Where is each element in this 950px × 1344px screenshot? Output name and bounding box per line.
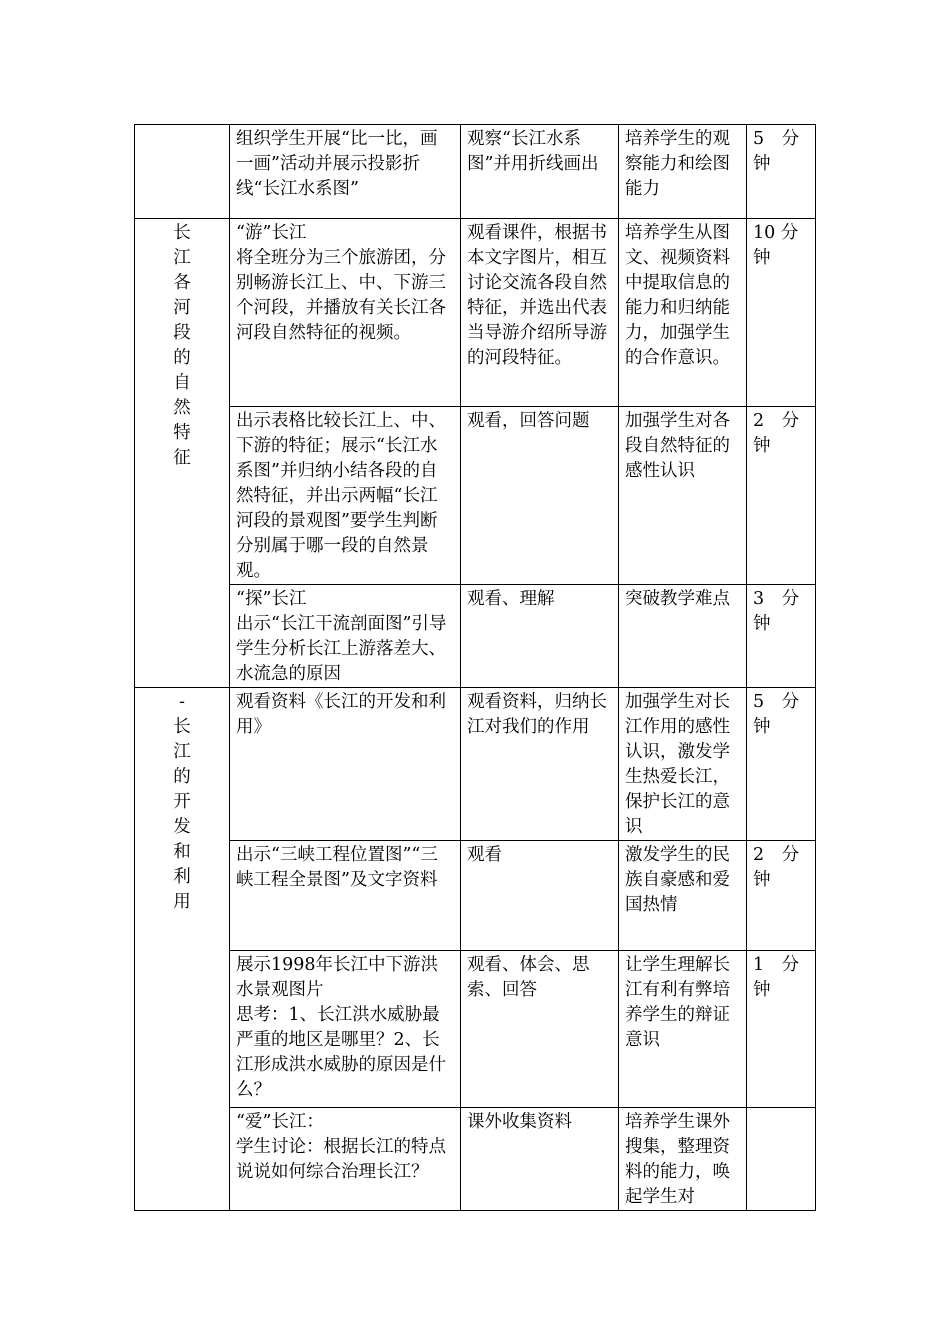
activity-cell: “游”长江 将全班分为三个旅游团，分别畅游长江上、中、下游三个河段，并播放有关长江各河段自然特征的视频。 — [230, 219, 461, 407]
student-activity-cell: 观看，回答问题 — [461, 407, 619, 585]
section-cell-development — [135, 688, 230, 1211]
time-cell: 5 分钟 — [747, 688, 816, 841]
activity-cell: 出示表格比较长江上、中、下游的特征；展示“长江水系图”并归纳小结各段的自然特征，并出示两幅“长江河段的景观图”要学生判断分别属于哪一段的自然景观。 — [230, 407, 461, 585]
time-cell: 3 分钟 — [747, 585, 816, 688]
time-cell: 10 分钟 — [747, 219, 816, 407]
time-cell: 2 分钟 — [747, 407, 816, 585]
activity-cell: “爱”长江： 学生讨论：根据长江的特点说说如何综合治理长江？ — [230, 1108, 461, 1211]
activity-cell: 出示“三峡工程位置图”“三峡工程全景图”及文字资料 — [230, 841, 461, 951]
section-label-development: -长江的开发和利用 — [173, 692, 191, 912]
time-cell — [747, 1108, 816, 1211]
student-activity-cell: 观看课件，根据书本文字图片，相互讨论交流各段自然特征，并选出代表当导游介绍所导游的河段特征。 — [461, 219, 619, 407]
activity-cell: “探”长江 出示“长江干流剖面图”引导学生分析长江上游落差大、水流急的原因 — [230, 585, 461, 688]
table-row — [135, 951, 816, 1108]
goal-cell: 让学生理解长江有利有弊培养学生的辩证意识 — [619, 951, 747, 1108]
table-row — [135, 407, 816, 585]
goal-cell: 培养学生从图文、视频资料中提取信息的能力和归纳能力，加强学生的合作意识。 — [619, 219, 747, 407]
table-row — [135, 125, 816, 219]
student-activity-cell: 观察“长江水系图”并用折线画出 — [461, 125, 619, 219]
table-row — [135, 1108, 816, 1211]
student-activity-cell: 观看、理解 — [461, 585, 619, 688]
table-row — [135, 688, 816, 841]
table-row — [135, 841, 816, 951]
time-cell: 2 分钟 — [747, 841, 816, 951]
section-cell-empty — [135, 125, 230, 219]
activity-cell: 展示1998年长江中下游洪水景观图片 思考：1、长江洪水威胁最严重的地区是哪里？2、长江形成洪水威胁的原因是什么？ — [230, 951, 461, 1108]
activity-cell: 组织学生开展“比一比，画一画”活动并展示投影折线“长江水系图” — [230, 125, 461, 219]
goal-cell: 激发学生的民族自豪感和爱国热情 — [619, 841, 747, 951]
goal-cell: 培养学生课外搜集，整理资料的能力，唤起学生对 — [619, 1108, 747, 1211]
student-activity-cell: 观看资料，归纳长江对我们的作用 — [461, 688, 619, 841]
table-row — [135, 585, 816, 688]
goal-cell: 培养学生的观察能力和绘图能力 — [619, 125, 747, 219]
student-activity-cell: 观看、体会、思索、回答 — [461, 951, 619, 1108]
section-cell-natural-features — [135, 219, 230, 688]
goal-cell: 加强学生对长江作用的感性认识，激发学生热爱长江，保护长江的意识 — [619, 688, 747, 841]
table-row — [135, 219, 816, 407]
goal-cell: 突破教学难点 — [619, 585, 747, 688]
student-activity-cell: 观看 — [461, 841, 619, 951]
activity-cell: 观看资料《长江的开发和利用》 — [230, 688, 461, 841]
time-cell: 1 分钟 — [747, 951, 816, 1108]
student-activity-cell: 课外收集资料 — [461, 1108, 619, 1211]
goal-cell: 加强学生对各段自然特征的感性认识 — [619, 407, 747, 585]
lesson-plan-table — [134, 124, 816, 1211]
time-cell: 5 分钟 — [747, 125, 816, 219]
section-label-natural-features: 长江各河段的自然特征 — [173, 223, 191, 468]
